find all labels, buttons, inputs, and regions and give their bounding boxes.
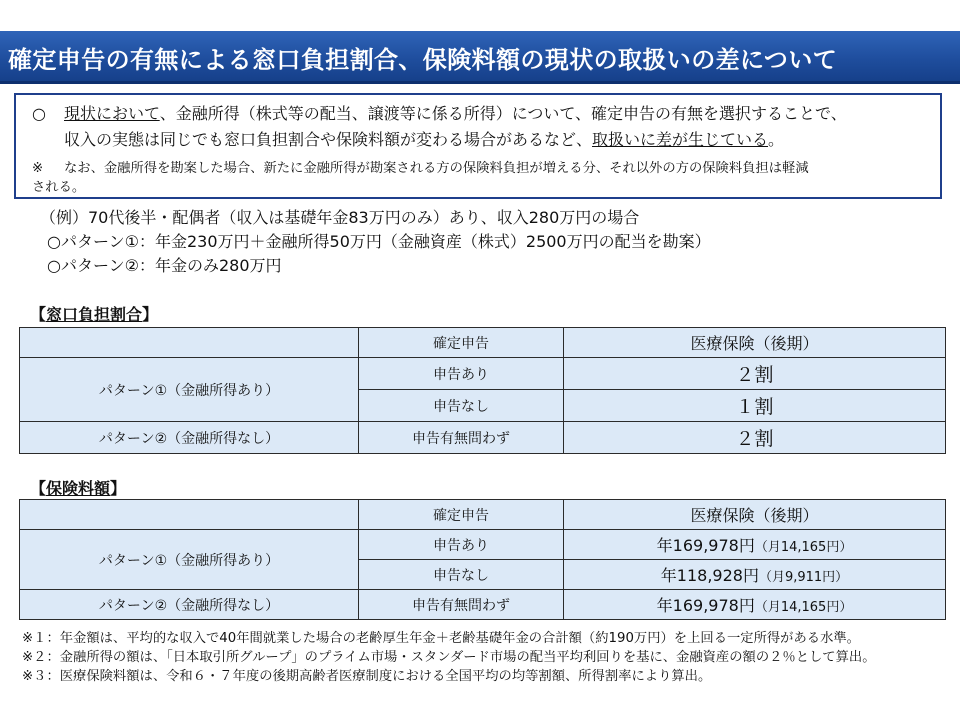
example-line-1: （例）70代後半・配偶者（収入は基礎年金83万円のみ）あり、収入280万円の場合 — [40, 208, 640, 227]
example-line-3: ○パターン②：年金のみ280万円 — [47, 256, 282, 275]
pattern1-cell: パターン①（金融所得あり） — [20, 358, 359, 422]
example-line-2: ○パターン①：年金230万円＋金融所得50万円（金融資産（株式）2500万円の配当を勘案） — [47, 232, 711, 251]
summary-text-1: 、金融所得（株式等の配当、譲渡等に係る所得）について、確定申告の有無を選択することで、 — [159, 104, 847, 123]
filing-cell: 申告あり — [359, 358, 564, 390]
premium-annual: 年169,978円 — [656, 596, 755, 615]
premium-value-cell — [564, 560, 946, 590]
copay-value-cell: １割 — [564, 390, 946, 422]
section-heading-premium-label: 保険料額 — [46, 479, 111, 498]
filing-cell: 申告有無問わず — [359, 422, 564, 454]
title-bar — [0, 31, 960, 84]
summary-box — [14, 93, 942, 199]
table-row — [20, 358, 946, 390]
header-insurance: 医療保険（後期） — [564, 500, 946, 530]
premium-annual: 年118,928円 — [660, 566, 759, 585]
copay-value-cell: ２割 — [564, 422, 946, 454]
header-empty-cell — [20, 500, 359, 530]
premium-monthly: （月14,165円） — [754, 540, 853, 555]
header-filing: 確定申告 — [359, 500, 564, 530]
summary-paragraph — [32, 101, 937, 153]
premium-monthly: （月14,165円） — [754, 600, 853, 615]
header-insurance: 医療保険（後期） — [564, 328, 946, 358]
summary-text-underlined-1: 現状において — [64, 104, 160, 123]
summary-text-3: 。 — [768, 130, 785, 149]
footnote-2: ※２：金融所得の額は、「日本取引所グループ」のプライム市場・スタンダード市場の配当平均利回りを基に、金融資産の額の２％として算出。 — [22, 650, 876, 665]
page-title: 確定申告の有無による窓口負担割合、保険料額の現状の取扱いの差について — [8, 46, 838, 74]
section-heading-copay-label: 窓口負担割合 — [46, 305, 143, 324]
note-mark: ※ — [32, 161, 44, 176]
note-line-1: なお、金融所得を勘案した場合、新たに金融所得が勘案される方の保険料負担が増える分、それ以外の方の保険料負担は軽減 — [64, 161, 809, 176]
filing-cell: 申告あり — [359, 530, 564, 560]
section-heading-premium: 【保険料額】 — [30, 479, 127, 498]
premium-table — [19, 499, 946, 620]
summary-note — [32, 159, 937, 197]
copay-value-cell: ２割 — [564, 358, 946, 390]
copay-table — [19, 327, 946, 454]
premium-value-cell — [564, 590, 946, 620]
footnote-1: ※１：年金額は、平均的な収入で40年間就業した場合の老齢厚生年金＋老齢基礎年金の合計額（約190万円）を上回る一定所得がある水準。 — [22, 631, 860, 646]
pattern2-cell: パターン②（金融所得なし） — [20, 422, 359, 454]
filing-cell: 申告有無問わず — [359, 590, 564, 620]
footnotes — [22, 629, 876, 686]
summary-text-underlined-2: 取扱いに差が生じている — [592, 130, 769, 149]
header-filing: 確定申告 — [359, 328, 564, 358]
table-row — [20, 422, 946, 454]
filing-cell: 申告なし — [359, 560, 564, 590]
table-row — [20, 530, 946, 560]
premium-value-cell — [564, 530, 946, 560]
pattern2-cell: パターン②（金融所得なし） — [20, 590, 359, 620]
summary-text-2: 収入の実態は同じでも窓口負担割合や保険料額が変わる場合があるなど、 — [64, 130, 593, 149]
filing-cell: 申告なし — [359, 390, 564, 422]
table-row — [20, 590, 946, 620]
pattern1-cell: パターン①（金融所得あり） — [20, 530, 359, 590]
example-block — [40, 206, 711, 278]
footnote-3: ※３：医療保険料額は、令和６・７年度の後期高齢者医療制度における全国平均の均等割額、所得割率により算出。 — [22, 669, 712, 684]
table-header-row — [20, 328, 946, 358]
table-header-row — [20, 500, 946, 530]
note-line-2: される。 — [32, 180, 86, 195]
premium-annual: 年169,978円 — [656, 536, 755, 555]
premium-monthly: （月9,911円） — [758, 570, 849, 585]
section-heading-copay: 【窓口負担割合】 — [30, 305, 159, 324]
header-empty-cell — [20, 328, 359, 358]
bullet-circle: ○ — [32, 104, 46, 123]
